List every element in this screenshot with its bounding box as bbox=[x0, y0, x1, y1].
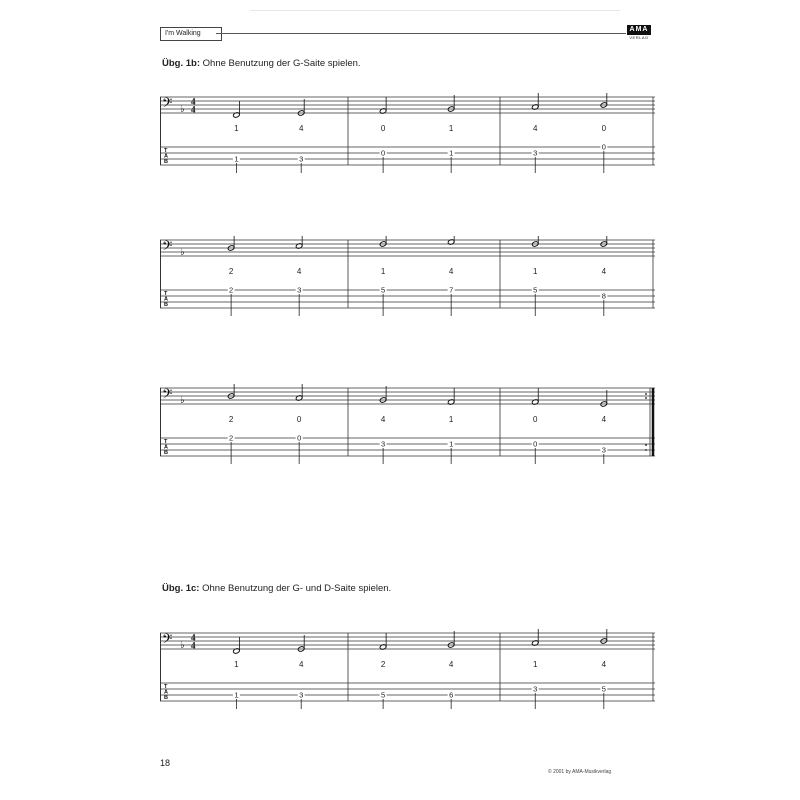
staff-and-tab-svg bbox=[160, 629, 655, 709]
tab-fret-number: 6 bbox=[449, 690, 454, 700]
tab-fret-number: 7 bbox=[449, 285, 454, 295]
page-number: 18 bbox=[160, 758, 171, 768]
bass-clef-icon: 𝄢 bbox=[162, 238, 173, 257]
fingering-number: 4 bbox=[448, 660, 454, 669]
tab-clef-letter: A bbox=[164, 153, 168, 160]
tab-fret-number: 3 bbox=[381, 439, 386, 449]
flat-key-signature-icon: ♭ bbox=[180, 247, 185, 258]
time-signature-top: 4 bbox=[191, 632, 196, 643]
tab-fret-number: 0 bbox=[533, 439, 538, 449]
logo-mark: AMA bbox=[627, 25, 651, 35]
fingering-number: 1 bbox=[234, 124, 239, 133]
copyright-notice: © 2001 by AMA-Musikverlag bbox=[548, 769, 612, 775]
bass-clef-icon: 𝄢 bbox=[162, 95, 173, 114]
tab-fret-number: 5 bbox=[533, 285, 538, 295]
tab-fret-number: 3 bbox=[299, 154, 304, 164]
tab-fret-number: 1 bbox=[234, 690, 239, 700]
exercise-heading-1b bbox=[162, 58, 361, 69]
time-signature-top: 4 bbox=[191, 96, 196, 107]
tab-clef-letter: T bbox=[164, 148, 168, 154]
running-title: I'm Walking bbox=[160, 27, 222, 41]
fingering-number: 1 bbox=[533, 267, 538, 276]
tab-fret-number: 0 bbox=[601, 142, 606, 152]
exercise-instruction: Ohne Benutzung der G- und D-Saite spielen. bbox=[202, 583, 392, 594]
fingering-number: 0 bbox=[533, 415, 538, 424]
fingering-number: 1 bbox=[533, 660, 538, 669]
fingering-number: 1 bbox=[448, 124, 454, 133]
fingering-number: 0 bbox=[296, 415, 302, 424]
time-signature-bottom: 4 bbox=[191, 104, 196, 115]
music-system-4 bbox=[160, 629, 655, 709]
tab-fret-number: 1 bbox=[234, 154, 239, 164]
music-system-3 bbox=[160, 384, 655, 464]
staff-and-tab-svg bbox=[160, 93, 655, 173]
music-system-2 bbox=[160, 236, 655, 316]
fingering-number: 4 bbox=[601, 415, 607, 424]
tab-clef-letter: B bbox=[164, 302, 168, 308]
tab-clef-letter: A bbox=[164, 296, 168, 303]
publisher-logo bbox=[627, 25, 651, 41]
tab-fret-number: 8 bbox=[601, 291, 606, 301]
logo-subtitle: VERLAG bbox=[629, 35, 649, 40]
exercise-label: Übg. 1c: bbox=[162, 583, 200, 594]
repeat-dot bbox=[645, 444, 647, 446]
fingering-number: 1 bbox=[380, 267, 386, 276]
bass-clef-icon: 𝄢 bbox=[162, 631, 173, 650]
fingering-number: 4 bbox=[296, 267, 302, 276]
page-top-edge bbox=[250, 10, 620, 11]
fingering-number: 1 bbox=[448, 415, 454, 424]
fingering-number: 0 bbox=[601, 124, 607, 133]
tab-fret-number: 5 bbox=[601, 684, 606, 694]
fingering-number: 2 bbox=[228, 267, 234, 276]
tab-fret-number: 0 bbox=[297, 433, 302, 443]
fingering-number: 4 bbox=[533, 124, 538, 133]
staff-and-tab-svg bbox=[160, 236, 655, 316]
tab-fret-number: 3 bbox=[533, 684, 538, 694]
fingering-number: 4 bbox=[601, 267, 607, 276]
header-rule bbox=[216, 33, 626, 34]
tab-clef-letter: B bbox=[164, 450, 168, 456]
tab-clef-letter: T bbox=[164, 291, 168, 297]
flat-key-signature-icon: ♭ bbox=[180, 640, 185, 651]
tab-fret-number: 5 bbox=[381, 690, 386, 700]
repeat-dot bbox=[645, 393, 647, 395]
fingering-number: 4 bbox=[601, 660, 607, 669]
fingering-number: 4 bbox=[298, 124, 304, 133]
staff-and-tab-svg bbox=[160, 384, 655, 464]
flat-key-signature-icon: ♭ bbox=[180, 104, 185, 115]
tab-clef-letter: B bbox=[164, 695, 168, 701]
tab-clef-letter: B bbox=[164, 159, 168, 165]
tab-fret-number: 1 bbox=[449, 439, 454, 449]
repeat-dot bbox=[645, 449, 647, 451]
fingering-number: 4 bbox=[380, 415, 386, 424]
fingering-number: 2 bbox=[228, 415, 234, 424]
tab-fret-number: 1 bbox=[449, 148, 454, 158]
tab-clef-letter: A bbox=[164, 444, 168, 451]
tab-clef-letter: T bbox=[164, 684, 168, 690]
tab-fret-number: 3 bbox=[533, 148, 538, 158]
repeat-dot bbox=[645, 397, 647, 399]
tab-fret-number: 3 bbox=[601, 445, 606, 455]
tab-fret-number: 2 bbox=[229, 285, 234, 295]
tab-fret-number: 0 bbox=[381, 148, 386, 158]
fingering-number: 4 bbox=[298, 660, 304, 669]
fingering-number: 2 bbox=[380, 660, 386, 669]
tab-fret-number: 3 bbox=[297, 285, 302, 295]
exercise-label: Übg. 1b: bbox=[162, 58, 200, 69]
tab-clef-letter: T bbox=[164, 439, 168, 445]
exercise-heading-1c bbox=[162, 583, 391, 594]
fingering-number: 0 bbox=[380, 124, 386, 133]
exercise-instruction: Ohne Benutzung der G-Saite spielen. bbox=[202, 58, 361, 69]
music-system-1 bbox=[160, 93, 655, 173]
tab-fret-number: 3 bbox=[299, 690, 304, 700]
tab-clef-letter: A bbox=[164, 689, 168, 696]
tab-fret-number: 5 bbox=[381, 285, 386, 295]
bass-clef-icon: 𝄢 bbox=[162, 386, 173, 405]
tab-fret-number: 2 bbox=[229, 433, 234, 443]
flat-key-signature-icon: ♭ bbox=[180, 395, 185, 406]
fingering-number: 4 bbox=[448, 267, 454, 276]
time-signature-bottom: 4 bbox=[191, 640, 196, 651]
fingering-number: 1 bbox=[234, 660, 239, 669]
